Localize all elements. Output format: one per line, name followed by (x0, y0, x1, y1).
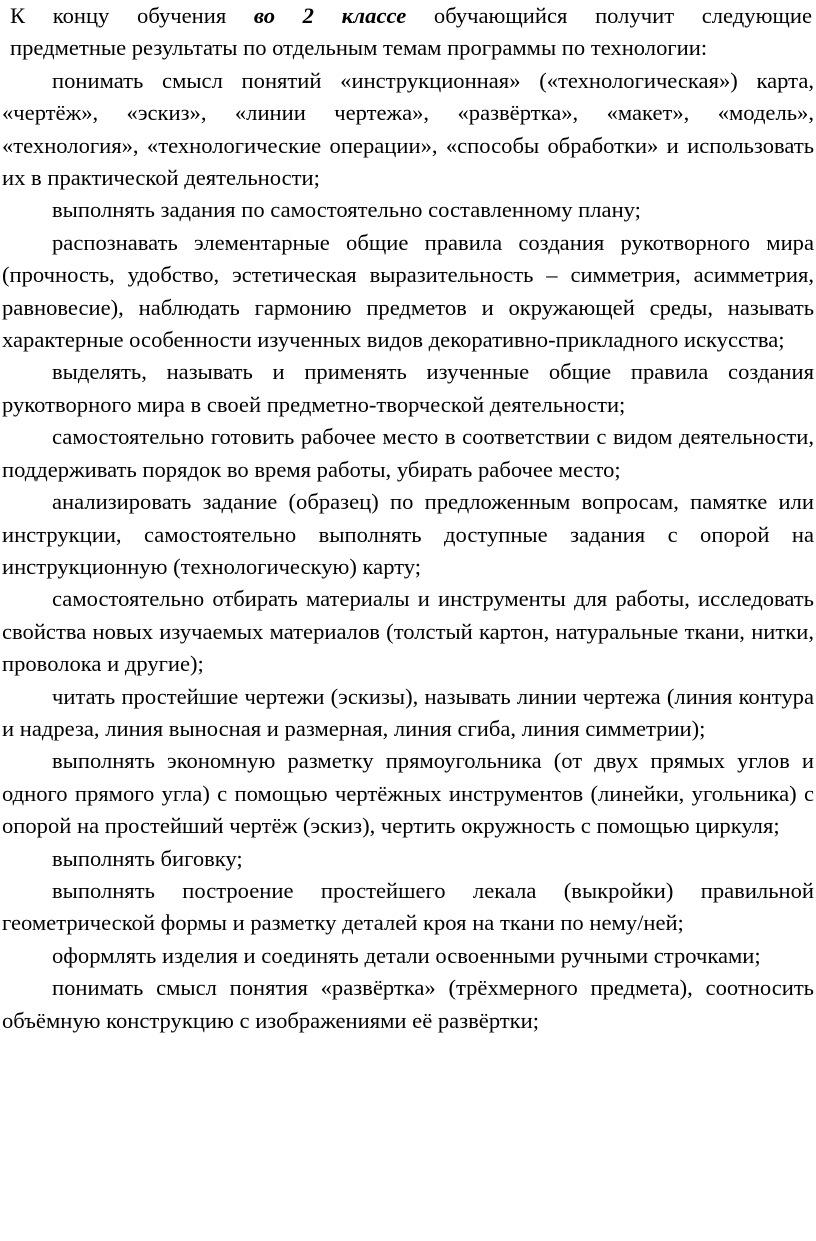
list-item: читать простейшие чертежи (эскизы), называть линии чертежа (линия контура и надреза, линия выносная и размерная, линия сгиба, линия симметрии); (2, 683, 814, 741)
list-item: понимать смысл понятия «развёртка» (трёхмерного предмета), соотносить объёмную конструкцию с изображениями её развёртки; (2, 975, 814, 1033)
list-item: выполнять задания по самостоятельно составленному плану; (52, 197, 641, 223)
list-item: понимать смысл понятий «инструкционная» («технологическая») карта, «чертёж», «эскиз», «линии чертежа», «развёртка», «макет», «модель», «технология», «технологические операции», «способы обработки» и использовать их в практической деятельности; (2, 67, 814, 191)
list-item: самостоятельно готовить рабочее место в соответствии с видом деятельности, поддерживать порядок во время работы, убирать рабочее место; (2, 424, 814, 482)
list-item: анализировать задание (образец) по предложенным вопросам, памятке или инструкции, самостоятельно выполнять доступные задания с опорой на инструкционную (технологическую) карту; (2, 489, 814, 579)
list-item: оформлять изделия и соединять детали освоенными ручными строчками; (52, 942, 761, 968)
document-page (2, 0, 814, 1241)
intro-text-after: обучающийся получит следующие (406, 3, 812, 28)
intro-text-before: К концу обучения (10, 3, 254, 28)
list-item: выполнять построение простейшего лекала (выкройки) правильной геометрической формы и разметку деталей кроя на ткани по нему/ней; (2, 877, 814, 936)
list-item: распознавать элементарные общие правила создания рукотворного мира (прочность, удобство, эстетическая выразительность – симметрия, асимметрия, равновесие), наблюдать гармонию предметов и окружающей среды, называть характерные особенности изученных видов декоративно-прикладного искусства; (2, 229, 814, 353)
list-item: выделять, называть и применять изученные общие правила создания рукотворного мира в своей предметно-творческой деятельности; (2, 359, 814, 417)
list-item: выполнять экономную разметку прямоугольника (от двух прямых углов и одного прямого угла) с помощью чертёжных инструментов (линейки, угольника) с опорой на простейший чертёж (эскиз), чертить окружность с помощью циркуля; (2, 748, 814, 839)
list-item: выполнять биговку; (52, 845, 243, 871)
intro-paragraph (2, 0, 814, 65)
results-list (2, 65, 814, 1037)
grade-emphasis: во 2 классе (253, 3, 407, 28)
intro-first-line (10, 0, 812, 32)
intro-second-line: предметные результаты по отдельным темам программы по технологии: (10, 35, 708, 61)
list-item: самостоятельно отбирать материалы и инструменты для работы, исследовать свойства новых изучаемых материалов (толстый картон, натуральные ткани, нитки, проволока и другие); (2, 586, 814, 677)
